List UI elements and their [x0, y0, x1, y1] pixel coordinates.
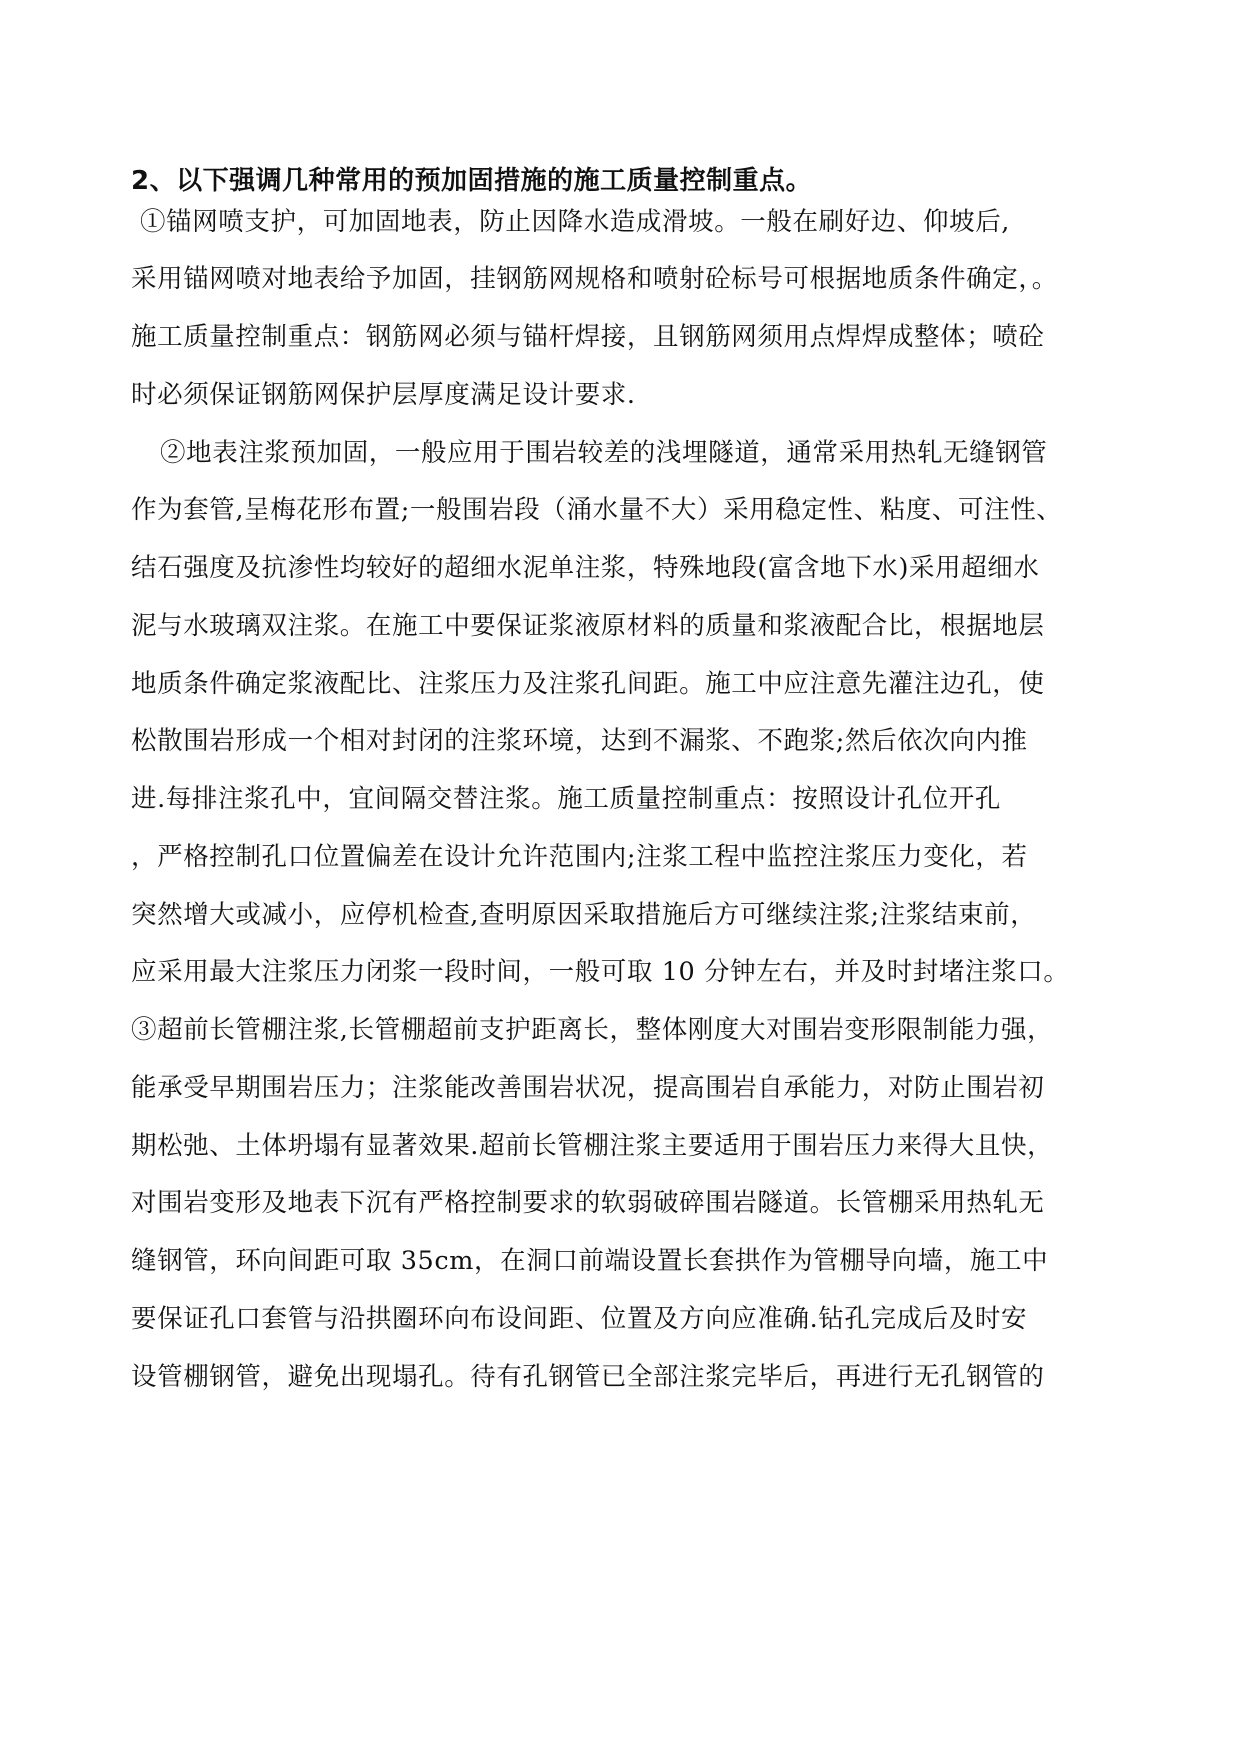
body-line: 应采用最大注浆压力闭浆一段时间，一般可取 10 分钟左右，并及时封堵注浆口。: [131, 957, 1070, 987]
body-line: 期松弛、土体坍塌有显著效果.超前长管棚注浆主要适用于围岩压力来得大且快，: [131, 1131, 1054, 1161]
body-line: 时必须保证钢筋网保护层厚度满足设计要求.: [131, 380, 636, 410]
body-line: 松散围岩形成一个相对封闭的注浆环境，达到不漏浆、不跑浆;然后依次向内推: [131, 726, 1028, 756]
body-line: 采用锚网喷对地表给予加固，挂钢筋网规格和喷射砼标号可根据地质条件确定，。: [131, 264, 1058, 294]
body-line: 对围岩变形及地表下沉有严格控制要求的软弱破碎围岩隧道。长管棚采用热轧无: [131, 1188, 1045, 1218]
body-line: 作为套管,呈梅花形布置;一般围岩段（涌水量不大）采用稳定性、粘度、可注性、: [131, 495, 1063, 525]
body-line: 设管棚钢管，避免出现塌孔。待有孔钢管已全部注浆完毕后，再进行无孔钢管的: [131, 1362, 1045, 1392]
body-line: ③超前长管棚注浆,长管棚超前支护距离长，整体刚度大对围岩变形限制能力强，: [131, 1015, 1054, 1045]
body-line: 要保证孔口套管与沿拱圈环向布设间距、位置及方向应准确.钻孔完成后及时安: [131, 1304, 1028, 1334]
section-heading: 2、以下强调几种常用的预加固措施的施工质量控制重点。: [131, 166, 813, 196]
body-line: ，严格控制孔口位置偏差在设计允许范围内;注浆工程中监控注浆压力变化，若: [131, 842, 1028, 872]
body-line: 泥与水玻璃双注浆。在施工中要保证浆液原材料的质量和浆液配合比，根据地层: [131, 611, 1045, 641]
body-line: 结石强度及抗渗性均较好的超细水泥单注浆，特殊地段(富含地下水)采用超细水: [131, 553, 1040, 583]
body-line: ②地表注浆预加固，一般应用于围岩较差的浅埋隧道，通常采用热轧无缝钢管: [160, 438, 1048, 468]
body-line: ①锚网喷支护，可加固地表，防止因降水造成滑坡。一般在刷好边、仰坡后,: [140, 207, 1011, 237]
body-line: 进.每排注浆孔中，宜间隔交替注浆。施工质量控制重点：按照设计孔位开孔: [131, 784, 1002, 814]
body-line: 地质条件确定浆液配比、注浆压力及注浆孔间距。施工中应注意先灌注边孔，使: [131, 669, 1045, 699]
body-line: 能承受早期围岩压力；注浆能改善围岩状况，提高围岩自承能力，对防止围岩初: [131, 1073, 1045, 1103]
body-line: 施工质量控制重点：钢筋网必须与锚杆焊接，且钢筋网须用点焊焊成整体；喷砼: [131, 322, 1045, 352]
body-line: 突然增大或减小，应停机检查,查明原因采取措施后方可继续注浆;注浆结束前，: [131, 900, 1037, 930]
body-line: 缝钢管，环向间距可取 35cm，在洞口前端设置长套拱作为管棚导向墙，施工中: [131, 1246, 1049, 1276]
